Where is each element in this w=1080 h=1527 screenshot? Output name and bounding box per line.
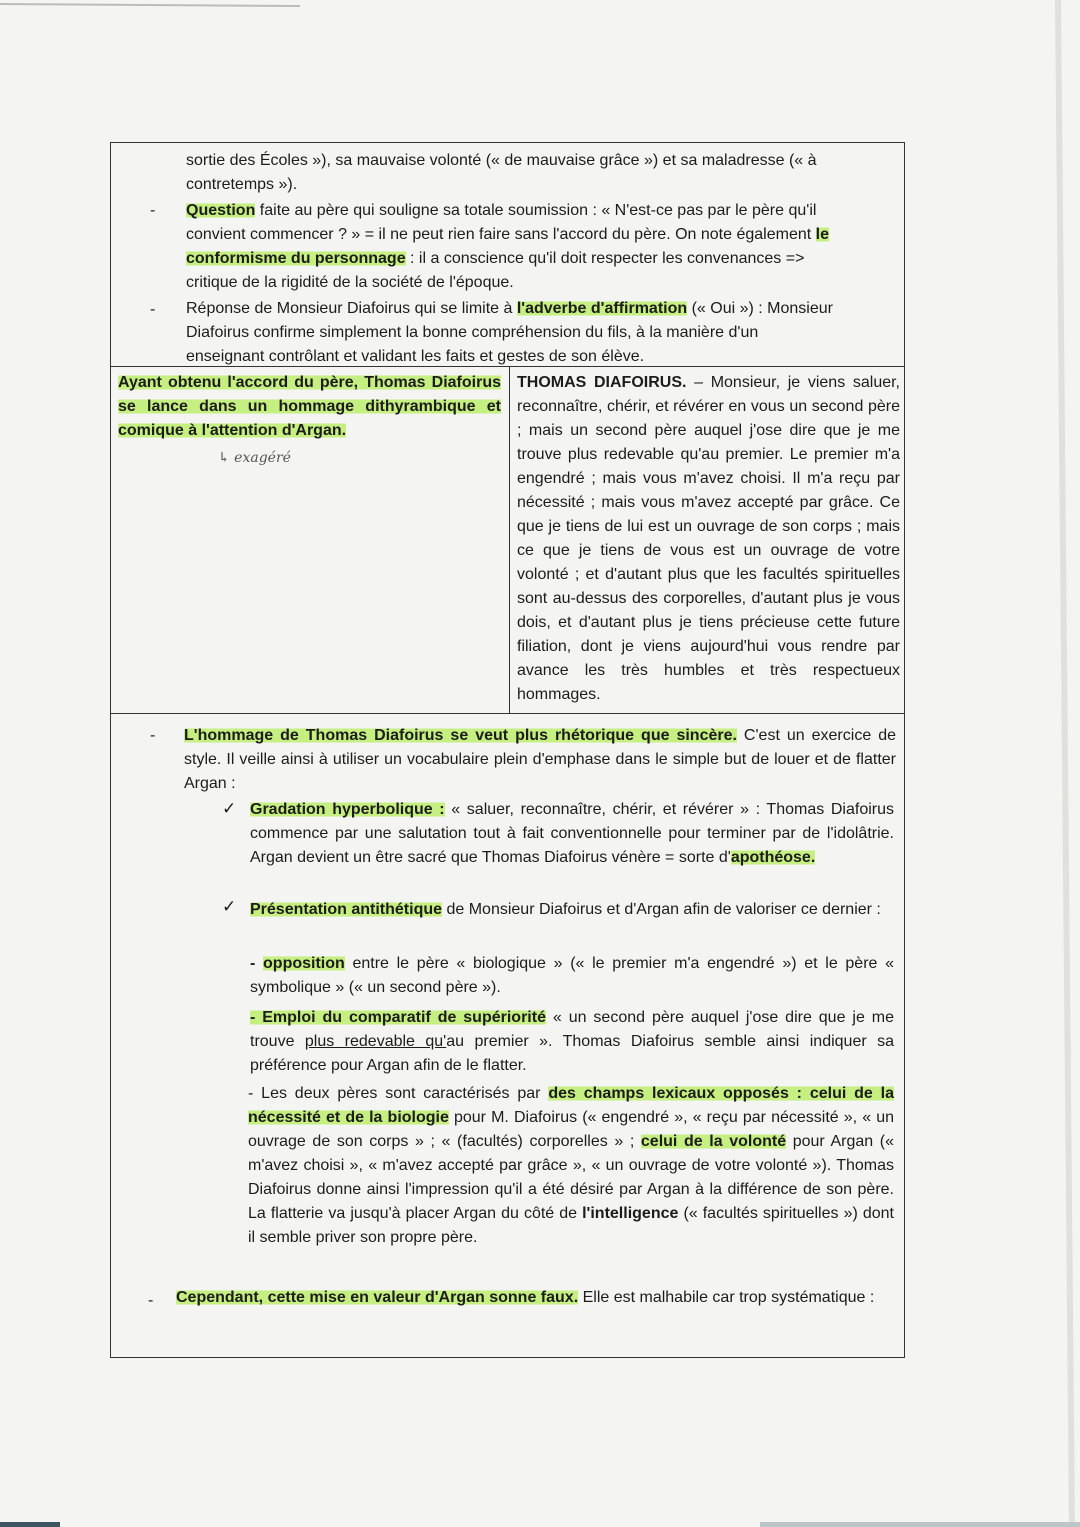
intro-line-2: contretemps »).	[186, 176, 298, 193]
left-cell-commentary	[118, 371, 501, 443]
opposition-paragraph	[250, 952, 894, 1000]
emploi-text-2: au premier ». Thomas Diafoirus semble ainsi indiquer sa préférence pour Argan afin de le flatter.	[250, 1033, 895, 1074]
reponse-text-3: Diafoirus confirme simplement la bonne compréhension du fils, à la manière d'un	[186, 324, 759, 341]
champs-highlight: des champs lexicaux opposés : celui de la nécessité et de la biologie	[248, 1085, 895, 1126]
table-bottom-rule	[110, 713, 905, 714]
intelligence-bold: l'intelligence	[582, 1205, 679, 1222]
handwritten-annotation: ↳ exagéré	[218, 450, 291, 466]
cependant-paragraph	[176, 1286, 888, 1310]
scan-bottom-edge	[0, 1512, 1080, 1527]
presentation-check-icon: ✓	[222, 897, 237, 916]
cependant-highlight: Cependant, cette mise en valeur d'Argan sonne faux.	[176, 1289, 579, 1306]
opposition-highlight: opposition	[263, 955, 345, 972]
emploi-text-1: « un second père auquel j'ose dire que je me trouve	[250, 1009, 894, 1050]
hommage-highlight: L'hommage de Thomas Diafoirus se veut plus rhétorique que sincère.	[184, 727, 737, 744]
speech-text: – Monsieur, je viens saluer, reconnaître, chérir, et révérer en vous un second père ; mais un second père auquel j'ose dire que je me trouve plus redevable qu'au premier. Le premier m'a engendré ; mais vous m'avez choisi. Il m'a reçu par nécessité ; mais vous m'avez accepté par grâce. Ce que je tiens de lui est un ouvrage de son corps ; mais ce que je tiens de vous est un ouvrage de votre volonté ; et d'autant plus que les facultés spirituelles sont au-dessus des corporelles, d'autant plus je vous dois, et d'autant plus je tiens précieuse cette future filiation, dont je viens aujourd'hui vous rendre par avance les très humbles et très respectueux hommages.	[517, 374, 901, 703]
question-text-4: critique de la rigidité de la société de l'époque.	[186, 274, 514, 291]
question-paragraph	[186, 199, 906, 295]
deux-text-2: pour M. Diafoirus (« engendré », « reçu par nécessité », « un ouvrage de son corps » ; « (facultés) corporelles » ;	[248, 1109, 895, 1150]
emploi-highlight: - Emploi du comparatif de supériorité	[250, 1009, 546, 1026]
opposition-dash: -	[250, 955, 264, 972]
speaker-name: THOMAS DIAFOIRUS.	[517, 374, 687, 391]
adverbe-highlight: l'adverbe d'affirmation	[516, 300, 688, 317]
question-le: le	[815, 226, 829, 243]
reponse-paragraph	[186, 297, 906, 369]
opposition-text: entre le père « biologique » (« le premier m'a engendré ») et le père « symbolique » (« un second père »).	[250, 955, 895, 996]
question-label: Question	[186, 202, 256, 219]
question-text-2: convient commencer ? » = il ne peut rien faire sans l'accord du père. On note également	[186, 226, 816, 243]
reponse-text-1: Réponse de Monsieur Diafoirus qui se limite à	[186, 300, 517, 317]
right-cell-quote	[517, 371, 900, 707]
gradation-check-icon: ✓	[222, 799, 237, 818]
deux-text-4: (« facultés spirituelles ») dont il semble priver son propre père.	[248, 1205, 894, 1246]
deux-text-3: pour Argan (« m'avez choisi », « m'avez accepté par grâce », « un ouvrage de votre volonté »). Thomas Diafoirus donne ainsi l'impression qu'il a été désiré par Argan à la différence de son père. La flatterie va jusqu'à placer Argan du côté de	[248, 1133, 895, 1222]
presentation-text: de Monsieur Diafoirus et d'Argan afin de valoriser ce dernier :	[442, 901, 881, 918]
apotheose-highlight: apothéose.	[730, 849, 816, 866]
gradation-paragraph	[250, 798, 894, 870]
gradation-text: « saluer, reconnaître, chérir, et révérer » : Thomas Diafoirus commence par une salutation tout à fait conventionnelle pour terminer par de l'idolâtrie. Argan devient un être sacré que Thomas Diafoirus vénère = sorte d'	[250, 801, 895, 866]
reponse-text-4: enseignant contrôlant et validant les faits et gestes de son élève.	[186, 348, 645, 365]
presentation-paragraph	[250, 898, 894, 922]
hommage-bullet: -	[150, 727, 156, 744]
left-cell-highlight: Ayant obtenu l'accord du père, Thomas Diafoirus se lance dans un hommage dithyrambique et comique à l'attention d'Argan.	[118, 374, 501, 439]
plus-redevable-underline: plus redevable qu'	[304, 1033, 447, 1050]
question-bullet: -	[150, 202, 156, 219]
reponse-text-2: (« Oui ») : Monsieur	[687, 300, 833, 317]
question-text-1: faite au père qui souligne sa totale soumission : « N'est-ce pas par le père qu'il	[255, 202, 817, 219]
presentation-label: Présentation antithétique	[250, 901, 443, 918]
hommage-paragraph	[184, 724, 896, 796]
conformisme-highlight: conformisme du personnage	[186, 250, 406, 267]
emploi-paragraph	[250, 1006, 894, 1078]
question-text-3: : il a conscience qu'il doit respecter les convenances =>	[405, 250, 805, 267]
gradation-label: Gradation hyperbolique :	[250, 801, 445, 818]
reponse-bullet: -	[150, 301, 156, 318]
intro-line-1: sortie des Écoles »), sa mauvaise volonté (« de mauvaise grâce ») et sa maladresse (« à	[186, 152, 817, 169]
volonte-highlight: celui de la volonté	[640, 1133, 787, 1150]
table-column-divider	[509, 366, 510, 713]
hommage-text: C'est un exercice de style. Il veille ainsi à utiliser un vocabulaire plein d'emphase dans le simple but de louer et de flatter Argan :	[184, 727, 896, 792]
cependant-bullet: -	[148, 1292, 154, 1309]
cependant-text: Elle est malhabile car trop systématique :	[578, 1289, 875, 1306]
deux-peres-paragraph	[248, 1082, 894, 1250]
deux-text-1: - Les deux pères sont caractérisés par	[248, 1085, 549, 1102]
